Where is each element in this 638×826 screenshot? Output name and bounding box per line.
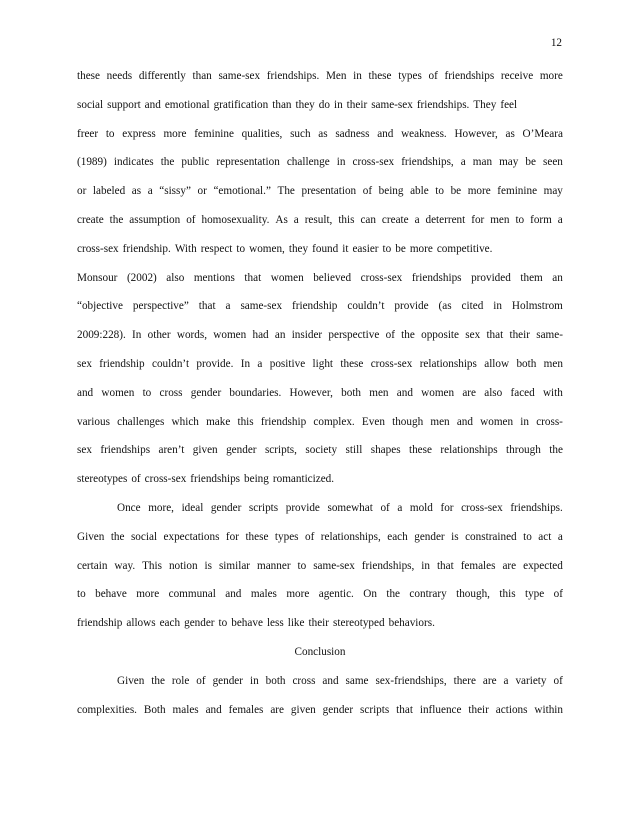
text-line: Monsour (2002) also mentions that women believed cross-sex friendships provided them an [77, 271, 563, 284]
text-line: Given the social expectations for these types of relationships, each gender is constrained to act a [77, 530, 563, 543]
text-line: sex friendships aren’t given gender scripts, society still shapes these relationships through the [77, 444, 563, 457]
page-number: 12 [550, 37, 562, 49]
section-heading: Conclusion [294, 645, 346, 658]
text-line: sex friendship couldn’t provide. In a positive light these cross-sex relationships allow both men [77, 357, 563, 370]
text-line: social support and emotional gratification than they do in their same-sex friendships. They feel [77, 98, 518, 111]
text-line: or labeled as a “sissy” or “emotional.” The presentation of being able to be more feminine may [77, 185, 563, 198]
text-line: (1989) indicates the public representation challenge in cross-sex friendships, a man may be seen [77, 156, 563, 169]
text-line: Given the role of gender in both cross and same sex-friendships, there are a variety of [117, 674, 563, 687]
text-line: certain way. This notion is similar manner to same-sex friendships, in that females are expected [77, 559, 563, 572]
text-line: these needs differently than same-sex friendships. Men in these types of friendships receive more [77, 70, 563, 82]
text-line: various challenges which make this friendship complex. Even though men and women in cross- [77, 415, 563, 428]
text-line: “objective perspective” that a same-sex friendship couldn’t provide (as cited in Holmstrom [77, 300, 563, 313]
text-line: 2009:228). In other words, women had an insider perspective of the opposite sex that their same- [77, 329, 563, 342]
text-line: stereotypes of cross-sex friendships being romanticized. [77, 473, 335, 486]
text-line: Once more, ideal gender scripts provide somewhat of a mold for cross-sex friendships. [117, 501, 563, 514]
body-text [77, 62, 563, 724]
text-line: create the assumption of homosexuality. As a result, this can create a deterrent for men to form a [77, 213, 563, 226]
text-line: freer to express more feminine qualities, such as sadness and weakness. However, as O’Meara [77, 127, 563, 140]
text-line: to behave more communal and males more agentic. On the contrary though, this type of [77, 588, 563, 601]
text-line: complexities. Both males and females are given gender scripts that influence their actions within [77, 703, 563, 716]
text-line: and women to cross gender boundaries. However, both men and women are also faced with [77, 386, 563, 399]
text-line: cross-sex friendship. With respect to women, they found it easier to be more competitive. [77, 242, 493, 255]
text-line: friendship allows each gender to behave less like their stereotyped behaviors. [77, 617, 435, 630]
